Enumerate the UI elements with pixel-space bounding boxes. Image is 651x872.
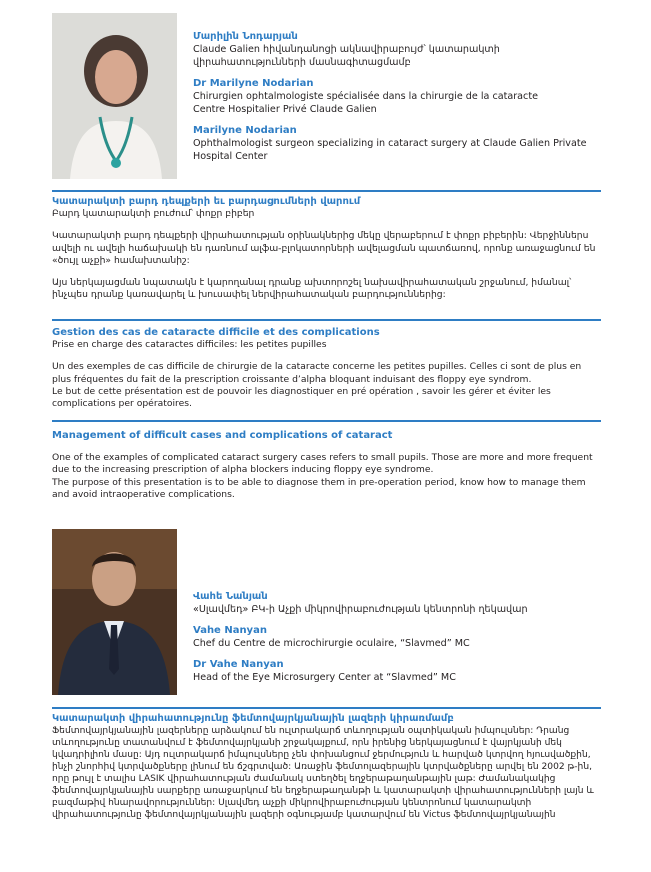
topic1-hy-paragraph1: Կատարակտի բարդ դեպքերի վիրահատության օրինակներից մեկը վերաբերում է փոքր բիբերին: Վերջիններս ավելի ու ավելի հաճախակի են դառնում ալֆա-բլոկատորների ավելացման պատճառով, որոնք առաջացնում են «ծույլ աչքի» համախտանիշ:	[52, 230, 596, 266]
topic1-fr-paragraph1: Un des exemples de cas difficile de chirurgie de la cataracte concerne les petites pupilles. Celles ci sont de plus en plus fréquentes du fait de la prescription croissante d’alpha bloquant induisant des floppy eye syndrom.	[52, 361, 582, 385]
speaker-bio-nanyan	[193, 590, 593, 692]
topic1-en-paragraph2: The purpose of this presentation is to be able to diagnose them in pre-operation period, know how to manage them and avoid intraoperative complications.	[52, 476, 586, 500]
speaker-role-hy: «Սլավմեդ» ԲԿ-ի Աչքի միկրովիրաբուժության կենտրոնի ղեկավար	[193, 604, 528, 615]
section-divider	[52, 420, 601, 422]
topic2-hy-section	[52, 713, 601, 821]
speaker-name-hy: Վահե Նանյան	[193, 591, 268, 602]
speaker-role-hy: Claude Galien հիվանդանոցի ակնավիրաբույժ՝ կատարակտի վիրահատությունների մասնագիտացմամբ	[193, 44, 500, 68]
speaker-role-en: Ophthalmologist surgeon specializing in cataract surgery at Claude Galien Private Hospital Center	[193, 138, 587, 162]
topic1-hy-subtitle: Բարդ կատարակտի բուժում՝ փոքր բիբեր	[52, 208, 255, 220]
speaker-role-fr: Chef du Centre de microchirurgie oculaire, “Slavmed” MC	[193, 638, 470, 649]
section-divider	[52, 319, 601, 321]
speaker-bio-nodarian	[193, 30, 593, 171]
speaker-name-en: Dr Vahe Nanyan	[193, 659, 284, 670]
topic1-hy-paragraph2: Այս ներկայացման նպատակն է կարողանալ դրանք ախտորոշել նախավիրահատական շրջանում, իմանալ՝ ինչպես դրանք կառավարել և խուսափել ներվիրահատական բարդություններից:	[52, 277, 572, 301]
speaker-photo-nodarian	[52, 13, 177, 179]
topic1-en-title: Management of difficult cases and complications of cataract	[52, 430, 393, 441]
topic2-hy-title: Կատարակտի վիրահատությունը ֆեմտովայրկյանային լազերի կիրառմամբ	[52, 713, 454, 724]
speaker-role-fr-line1: Chirurgien ophtalmologiste spécialisée dans la chirurgie de la cataracte	[193, 91, 539, 102]
topic2-hy-body: Ֆեմտովայրկյանային լազերները արձակում են ուլտրակարճ տևողության օպտիկական իմպուլսներ: Դրանց տևողությունը տատանվում է ֆեմտովայրկյանի շրջակայքում, որն իրենից ներկայացնում է վայրկյանի մեկ կվադրիլիոն մասը: Այդ ուլտրակարճ իմպուլսները չեն փոխանցում ջերմություն և հարված կտրվող հյուսվածքին, ինչի շնորհիվ կտրվածքները լինում են ճշգրտված: Առաջին ֆեմտոլազերային կտրվածքները արվել են 2002 թ-ին, որը թույլ է տալիս LASIK վիրահատության ժամանակ ստեղծել եղջերաթաղանթային լաթ: Ժամանակակից ֆեմտովայրկյանային սարքերը առաջարկում են եղջերաթաղանթի և կատարակտի վիրահատությունների լայն և բազմաթիվ հնարավորություններ: Սլավմեդ աչքի միկրովիրաբուժության կենտրոնում կատարակտի վիրահատությունը ֆեմտովայրկյանային լազերի օգնությամբ կատարվում են Victus ֆեմտովայրկյանային	[52, 726, 594, 820]
section-divider	[52, 190, 601, 192]
topic1-en-section	[52, 430, 601, 501]
speaker-name-fr: Dr Marilyne Nodarian	[193, 78, 314, 89]
speaker-name-fr: Vahe Nanyan	[193, 625, 267, 636]
topic1-fr-subtitle: Prise en charge des cataractes difficiles: les petites pupilles	[52, 339, 327, 351]
speaker-name-hy: Մարիլին Նոդարյան	[193, 31, 298, 42]
topic1-en-paragraph1: One of the examples of complicated cataract surgery cases refers to small pupils. Those are more and more frequent due to the increasing prescription of alpha blockers inducing floppy eye syndrome.	[52, 452, 593, 476]
section-divider	[52, 707, 601, 709]
topic1-fr-paragraph2: Le but de cette présentation est de pouvoir les diagnostiquer en pré opération , savoir les gérer et éviter les complications per opératoires.	[52, 385, 551, 410]
topic1-hy-section	[52, 196, 601, 301]
speaker-name-en: Marilyne Nodarian	[193, 125, 297, 136]
topic1-fr-title: Gestion des cas de cataracte difficile et des complications	[52, 327, 380, 338]
speaker-role-en: Head of the Eye Microsurgery Center at “Slavmed” MC	[193, 672, 456, 683]
speaker-photo-nanyan	[52, 529, 177, 695]
speaker-role-fr-line2: Centre Hospitalier Privé Claude Galien	[193, 104, 377, 115]
topic1-hy-title: Կատարակտի բարդ դեպքերի եւ բարդացումների վարում	[52, 196, 361, 207]
topic1-fr-section	[52, 327, 601, 410]
